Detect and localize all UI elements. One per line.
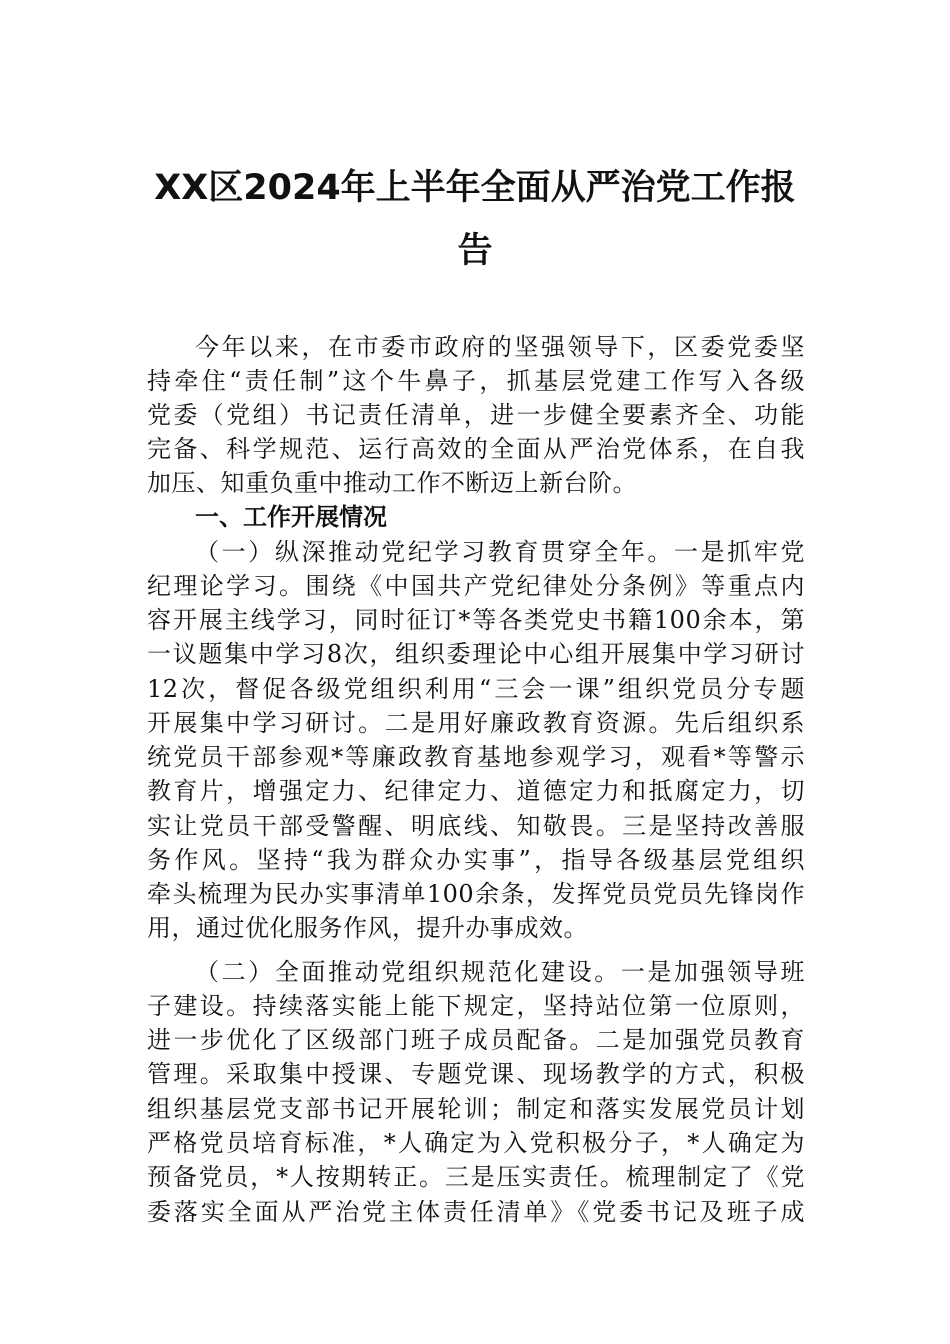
paragraph-line: 12次，督促各级党组织利用“三会一课”组织党员分专题 [147,675,805,703]
document-title-line-2: 告 [457,231,493,271]
intro-line: 持牵住“责任制”这个牛鼻子，抓基层党建工作写入各级 [147,367,805,395]
paragraph-line: 开展集中学习研讨。二是用好廉政教育资源。先后组织系 [147,709,805,737]
paragraph-line: 务作风。坚持“我为群众办实事”，指导各级基层党组织 [147,846,805,874]
paragraph-line: 严格党员培育标准，*人确定为入党积极分子，*人确定为 [147,1129,805,1157]
paragraph-line: 预备党员，*人按期转正。三是压实责任。梳理制定了《党 [147,1163,805,1191]
paragraph-line: 用，通过优化服务作风，提升办事成效。 [147,914,588,942]
paragraph-line: 容开展主线学习，同时征订*等各类党史书籍100余本，第 [147,606,805,634]
document-title-line-1: XX区2024年上半年全面从严治党工作报 [154,168,796,208]
intro-line: 今年以来，在市委市政府的坚强领导下，区委党委坚 [195,333,805,361]
paragraph-line: （一）纵深推动党纪学习教育贯穿全年。一是抓牢党 [195,538,805,566]
paragraph-line: 管理。采取集中授课、专题党课、现场教学的方式，积极 [147,1060,805,1088]
paragraph-line: 实让党员干部受警醒、明底线、知敬畏。三是坚持改善服 [147,812,805,840]
section-heading: 一、工作开展情况 [195,503,387,531]
intro-line: 完备、科学规范、运行高效的全面从严治党体系，在自我 [147,435,805,463]
intro-line: 党委（党组）书记责任清单，进一步健全要素齐全、功能 [147,401,805,429]
paragraph-line: 纪理论学习。围绕《中国共产党纪律处分条例》等重点内 [147,572,805,600]
paragraph-line: （二）全面推动党组织规范化建设。一是加强领导班 [195,958,805,986]
paragraph-line: 教育片，增强定力、纪律定力、道德定力和抵腐定力，切 [147,777,805,805]
paragraph-line: 组织基层党支部书记开展轮训；制定和落实发展党员计划 [147,1095,805,1123]
paragraph-line: 委落实全面从严治党主体责任清单》《党委书记及班子成 [147,1198,805,1226]
paragraph-line: 牵头梳理为民办实事清单100余条，发挥党员党员先锋岗作 [147,880,805,908]
paragraph-line: 子建设。持续落实能上能下规定，坚持站位第一位原则， [147,992,805,1020]
intro-line: 加压、知重负重中推动工作不断迈上新台阶。 [147,469,637,497]
paragraph-line: 一议题集中学习8次，组织委理论中心组开展集中学习研讨 [147,640,805,668]
paragraph-line: 进一步优化了区级部门班子成员配备。二是加强党员教育 [147,1026,805,1054]
paragraph-line: 统党员干部参观*等廉政教育基地参观学习，观看*等警示 [147,743,805,771]
